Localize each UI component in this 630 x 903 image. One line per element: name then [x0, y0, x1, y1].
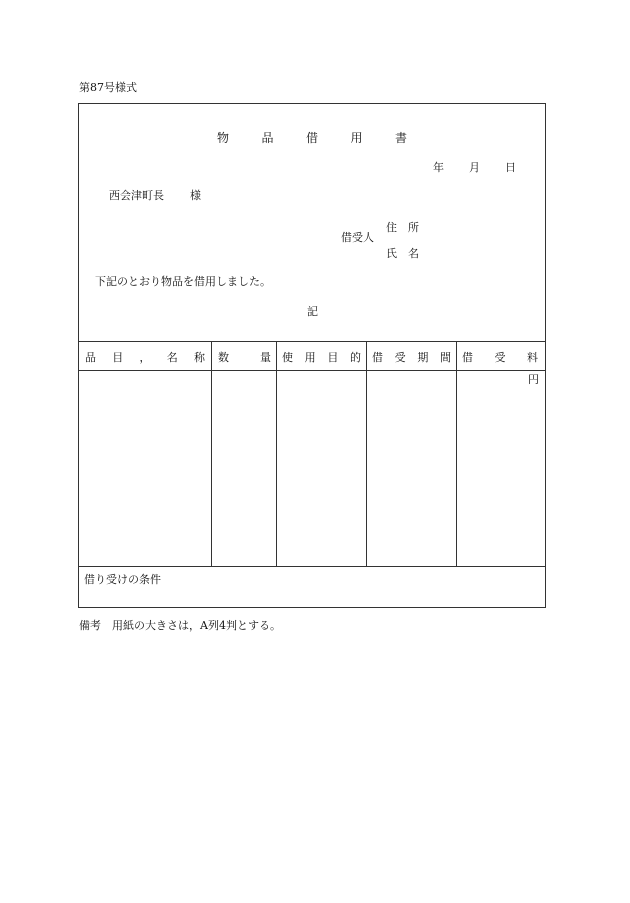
title-char: 書 — [394, 131, 407, 145]
header-fee — [462, 349, 538, 365]
loan-form — [78, 103, 546, 608]
header-quantity — [218, 349, 271, 365]
month-label: 月 — [469, 161, 480, 174]
table-top-rule — [79, 341, 545, 342]
name-char: 名 — [408, 247, 419, 260]
address-char: 住 — [386, 221, 397, 234]
title-char: 借 — [305, 131, 318, 145]
title-char: 用 — [350, 131, 363, 145]
column-divider — [366, 341, 367, 566]
column-divider — [456, 341, 457, 566]
header-char: 借 — [462, 351, 473, 364]
header-char: 使 — [282, 351, 293, 364]
table-bottom-rule — [79, 566, 545, 567]
address-label — [386, 219, 419, 235]
header-char: ， — [139, 351, 151, 364]
header-char: 量 — [260, 351, 271, 364]
column-divider — [211, 341, 212, 566]
addressee-name: 西会津町長 — [109, 189, 164, 202]
borrower-label: 借受人 — [341, 231, 374, 244]
header-char: 数 — [218, 351, 229, 364]
header-purpose — [282, 349, 361, 365]
addressee-honorific: 様 — [190, 189, 201, 202]
header-char: 称 — [194, 351, 205, 364]
title-char: 物 — [217, 131, 230, 145]
ki-label: 記 — [307, 305, 318, 318]
header-char: 期 — [417, 351, 429, 364]
header-char: 用 — [304, 351, 316, 364]
header-char: 受 — [394, 351, 406, 364]
form-title — [217, 129, 407, 146]
header-char: 目 — [327, 351, 339, 364]
header-char: 借 — [372, 351, 383, 364]
header-bottom-rule — [79, 370, 545, 371]
remarks-note: 備考 用紙の大きさは，A列4判とする。 — [79, 619, 281, 632]
column-divider — [276, 341, 277, 566]
header-char: 名 — [166, 351, 178, 364]
header-char: 間 — [439, 351, 451, 364]
date-line — [433, 159, 516, 175]
name-char: 氏 — [386, 247, 397, 260]
header-char: 品 — [85, 351, 96, 364]
conditions-label: 借り受けの条件 — [84, 573, 161, 586]
header-period — [372, 349, 451, 365]
fee-unit: 円 — [528, 373, 539, 386]
form-number: 第87号様式 — [79, 81, 137, 94]
header-item-name — [85, 349, 205, 365]
intro-text: 下記のとおり物品を借用しました。 — [95, 275, 271, 288]
header-char: 目 — [112, 351, 124, 364]
name-label — [386, 245, 419, 261]
header-char: 受 — [494, 351, 506, 364]
address-char: 所 — [408, 221, 419, 234]
header-char: 的 — [349, 351, 361, 364]
title-char: 品 — [261, 131, 274, 145]
year-label: 年 — [433, 161, 444, 174]
header-char: 料 — [527, 351, 538, 364]
day-label: 日 — [505, 161, 516, 174]
